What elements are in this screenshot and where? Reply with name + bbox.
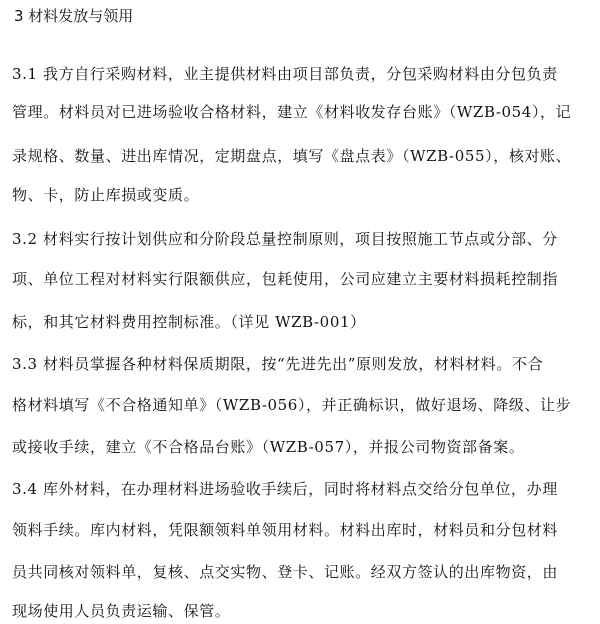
text-line: 项、单位工程对材料实行限额供应，包耗使用，公司应建立主要材料损耗控制指 [12,270,559,288]
text-line: 或接收手续，建立《不合格品台账》（WZB-057），并报公司物资部备案。 [12,438,525,456]
text-line: 领料手续。库内材料，凭限额领料单领用材料。材料出库时，材料员和分包材料 [12,521,559,539]
text-line: 3.3 材料员掌握各种材料保质期限，按“先进先出”原则发放，材料材料。不合 [12,355,544,373]
text-line: 员共同核对领料单，复核、点交实物、登卡、记账。经双方签认的出库物资，由 [12,563,559,581]
section-heading: 3 材料发放与领用 [14,7,134,25]
text-line: 3.2 材料实行按计划供应和分阶段总量控制原则，项目按照施工节点或分部、分 [12,230,558,248]
text-line: 物、卡，防止库损或变质。 [12,186,200,204]
text-line: 管理。材料员对已进场验收合格材料，建立《材料收发存台账》（WZB-054），记 [12,103,572,121]
text-line: 3.4 库外材料，在办理材料进场验收手续后，同时将材料点交给分包单位，办理 [12,480,558,498]
text-line: 标，和其它材料费用控制标准。（详见 WZB-001） [12,313,366,331]
text-line: 格材料填写《不合格通知单》（WZB-056），并正确标识，做好退场、降级、让步 [12,396,572,414]
text-line: 现场使用人员负责运输、保管。 [12,602,231,620]
text-line: 录规格、数量、进出库情况，定期盘点，填写《盘点表》（WZB-055），核对账、 [12,147,572,165]
text-line: 3.1 我方自行采购材料，业主提供材料由项目部负责，分包采购材料由分包负责 [12,65,558,83]
